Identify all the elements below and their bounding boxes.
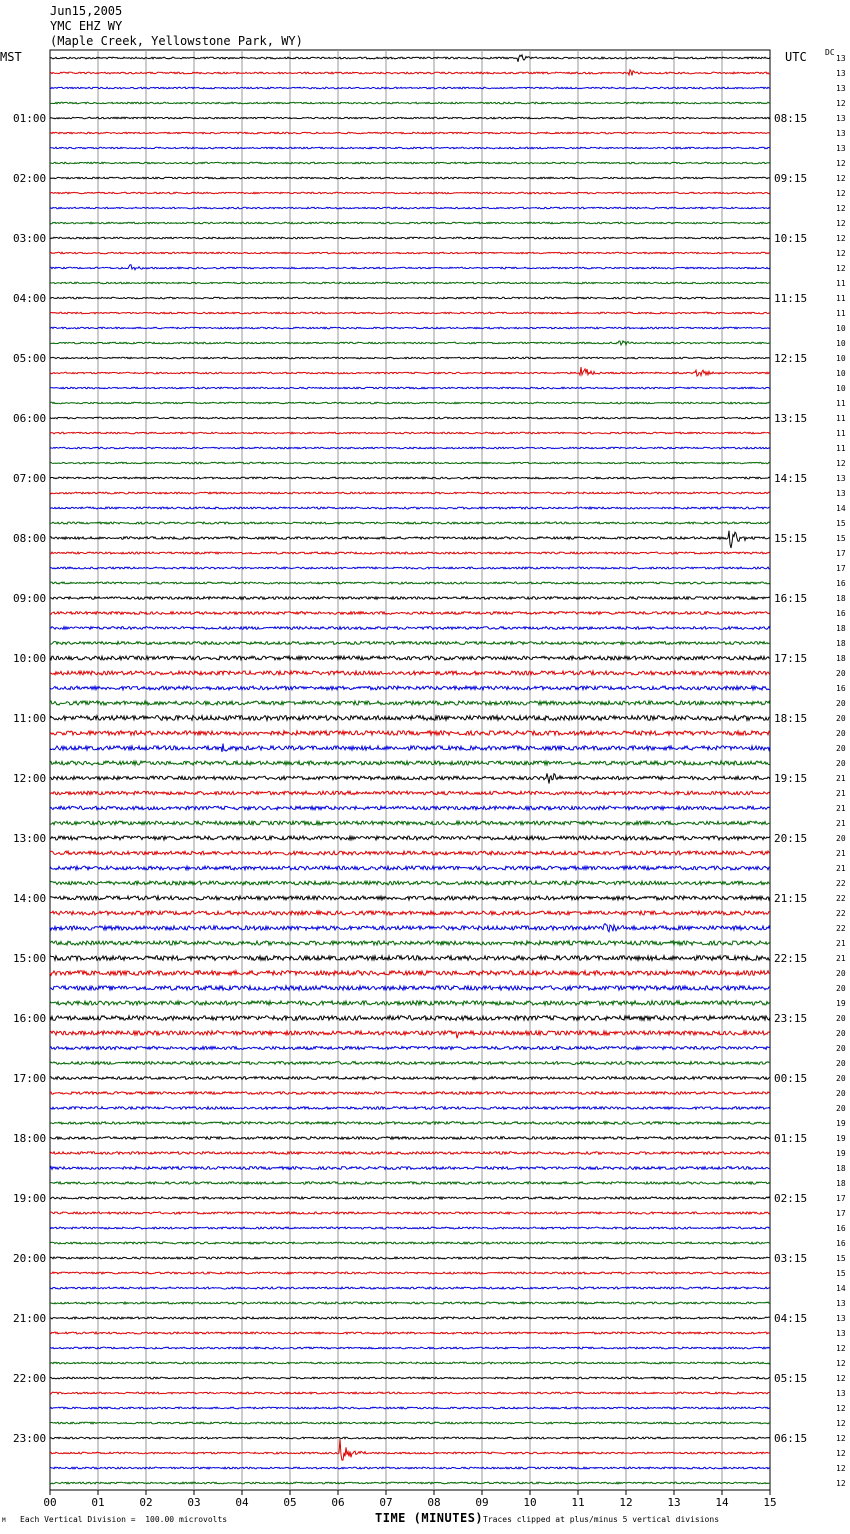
- dc-offset-value: 15: [836, 534, 846, 543]
- dc-offset-value: 20: [836, 1029, 846, 1038]
- dc-offset-value: 19: [836, 1134, 846, 1143]
- dc-offset-value: 18: [836, 594, 846, 603]
- dc-offset-value: 19: [836, 1119, 846, 1128]
- dc-offset-value: 17: [836, 1194, 846, 1203]
- seismic-trace: [50, 147, 770, 149]
- utc-hour-label: 01:15: [774, 1132, 808, 1145]
- seismic-trace: [50, 642, 770, 645]
- dc-offset-value: 15: [836, 1254, 846, 1263]
- dc-offset-value: 16: [836, 684, 846, 693]
- mst-hour-label: 08:00: [13, 532, 47, 545]
- dc-offset-value: 16: [836, 579, 846, 588]
- mst-hour-label: 09:00: [13, 592, 47, 605]
- clip-note: Traces clipped at plus/minus 5 vertical divisions: [483, 1515, 720, 1524]
- dc-offset-value: 12: [836, 1434, 846, 1443]
- seismic-trace: [50, 265, 770, 270]
- seismic-trace: [50, 1439, 770, 1460]
- left-timezone-label: MST: [0, 50, 22, 64]
- x-tick-label: 00: [43, 1496, 57, 1509]
- seismic-trace: [50, 367, 770, 376]
- dc-offset-value: 12: [836, 1464, 846, 1473]
- dc-offset-value: 22: [836, 924, 846, 933]
- dc-offset-value: 19: [836, 1149, 846, 1158]
- seismic-trace: [50, 1077, 770, 1080]
- utc-hour-label: 08:15: [774, 112, 808, 125]
- dc-offset-value: 12: [836, 1359, 846, 1368]
- utc-hour-label: 10:15: [774, 232, 808, 245]
- seismic-trace: [50, 821, 770, 825]
- seismic-trace: [50, 531, 770, 548]
- seismic-trace: [50, 582, 770, 584]
- seismic-trace: [50, 1317, 770, 1319]
- dc-offset-value: 18: [836, 624, 846, 633]
- dc-offset-value: 20: [836, 714, 846, 723]
- dc-offset-value: 14: [836, 1284, 846, 1293]
- mst-hour-label: 01:00: [13, 112, 47, 125]
- dc-offset-value: 21: [836, 789, 846, 798]
- dc-offset-value: 10: [836, 369, 846, 378]
- seismic-trace: [50, 252, 770, 254]
- dc-offset-value: 21: [836, 804, 846, 813]
- dc-offset-value: 17: [836, 549, 846, 558]
- seismic-trace: [50, 612, 770, 615]
- dc-offset-value: 20: [836, 984, 846, 993]
- dc-offset-value: 21: [836, 954, 846, 963]
- utc-hour-label: 20:15: [774, 832, 808, 845]
- dc-offset-value: 12: [836, 459, 846, 468]
- seismic-trace: [50, 656, 770, 660]
- x-tick-label: 09: [475, 1496, 489, 1509]
- x-tick-label: 03: [187, 1496, 201, 1509]
- seismic-trace: [50, 477, 770, 479]
- dc-offset-value: 14: [836, 504, 846, 513]
- dc-offset-value: 21: [836, 939, 846, 948]
- utc-hour-label: 04:15: [774, 1312, 808, 1325]
- dc-offset-header: DC: [825, 48, 835, 57]
- seismic-trace: [50, 1287, 770, 1289]
- seismic-trace: [50, 297, 770, 299]
- dc-offset-value: 20: [836, 759, 846, 768]
- dc-offset-value: 13: [836, 114, 846, 123]
- dc-offset-value: 12: [836, 1419, 846, 1428]
- dc-offset-value: 18: [836, 654, 846, 663]
- utc-hour-label: 13:15: [774, 412, 808, 425]
- mst-hour-label: 18:00: [13, 1132, 47, 1145]
- dc-offset-value: 12: [836, 99, 846, 108]
- seismic-trace: [50, 716, 770, 721]
- dc-offset-value: 20: [836, 1059, 846, 1068]
- x-tick-label: 15: [763, 1496, 777, 1509]
- dc-offset-value: 11: [836, 429, 846, 438]
- dc-offset-value: 12: [836, 264, 846, 273]
- seismic-trace: [50, 866, 770, 870]
- dc-offset-value: 22: [836, 909, 846, 918]
- mst-hour-label: 04:00: [13, 292, 47, 305]
- seismic-trace: [50, 744, 770, 752]
- mst-hour-label: 21:00: [13, 1312, 47, 1325]
- seismic-trace: [50, 1062, 770, 1065]
- dc-offset-value: 12: [836, 159, 846, 168]
- utc-hour-label: 23:15: [774, 1012, 808, 1025]
- seismic-trace: [50, 956, 770, 961]
- x-tick-label: 08: [427, 1496, 441, 1509]
- utc-hour-label: 12:15: [774, 352, 808, 365]
- dc-offset-value: 10: [836, 384, 846, 393]
- dc-offset-value: 20: [836, 1089, 846, 1098]
- dc-offset-value: 12: [836, 234, 846, 243]
- mst-hour-label: 02:00: [13, 172, 47, 185]
- dc-offset-value: 13: [836, 1389, 846, 1398]
- dc-offset-value: 11: [836, 444, 846, 453]
- dc-offset-value: 13: [836, 69, 846, 78]
- x-tick-label: 04: [235, 1496, 249, 1509]
- utc-hour-label: 18:15: [774, 712, 808, 725]
- dc-offset-value: 15: [836, 519, 846, 528]
- dc-offset-value: 20: [836, 834, 846, 843]
- seismic-trace: [50, 597, 770, 600]
- mst-hour-label: 07:00: [13, 472, 47, 485]
- right-timezone-label: UTC: [785, 50, 807, 64]
- dc-offset-value: 22: [836, 894, 846, 903]
- seismic-trace: [50, 896, 770, 900]
- plot-frame: [50, 50, 770, 1490]
- station-location: (Maple Creek, Yellowstone Park, WY): [50, 34, 303, 48]
- seismic-trace: [50, 132, 770, 134]
- seismic-trace: [50, 1467, 770, 1469]
- x-tick-label: 06: [331, 1496, 345, 1509]
- dc-offset-value: 10: [836, 339, 846, 348]
- dc-offset-value: 20: [836, 1074, 846, 1083]
- seismic-trace: [50, 686, 770, 690]
- utc-hour-label: 03:15: [774, 1252, 808, 1265]
- dc-offset-value: 20: [836, 729, 846, 738]
- seismic-trace: [50, 55, 770, 62]
- seismic-trace: [50, 177, 770, 179]
- seismic-trace: [50, 1347, 770, 1349]
- dc-offset-value: 10: [836, 354, 846, 363]
- seismic-trace: [50, 402, 770, 404]
- dc-offset-value: 12: [836, 1344, 846, 1353]
- utc-hour-label: 02:15: [774, 1192, 808, 1205]
- mst-hour-label: 16:00: [13, 1012, 47, 1025]
- seismic-trace: [50, 851, 770, 855]
- x-tick-label: 02: [139, 1496, 153, 1509]
- seismic-trace: [50, 1227, 770, 1229]
- seismic-trace: [50, 731, 770, 735]
- seismic-trace: [50, 1482, 770, 1484]
- seismic-trace: [50, 522, 770, 524]
- utc-hour-label: 11:15: [774, 292, 808, 305]
- mst-hour-label: 19:00: [13, 1192, 47, 1205]
- seismic-trace: [50, 102, 770, 104]
- dc-offset-value: 13: [836, 1299, 846, 1308]
- dc-offset-value: 22: [836, 879, 846, 888]
- mst-hour-label: 15:00: [13, 952, 47, 965]
- dc-offset-value: 13: [836, 1329, 846, 1338]
- seismic-trace: [50, 1377, 770, 1379]
- mst-hour-label: 10:00: [13, 652, 47, 665]
- seismic-trace: [50, 701, 770, 705]
- seismic-trace: [50, 986, 770, 990]
- utc-hour-label: 14:15: [774, 472, 808, 485]
- mst-hour-label: 11:00: [13, 712, 47, 725]
- dc-offset-value: 11: [836, 414, 846, 423]
- dc-offset-value: 18: [836, 1179, 846, 1188]
- utc-hour-label: 19:15: [774, 772, 808, 785]
- mst-hour-label: 22:00: [13, 1372, 47, 1385]
- seismic-trace: [50, 1031, 770, 1038]
- seismic-trace: [50, 1212, 770, 1214]
- seismic-trace: [50, 1422, 770, 1424]
- mst-hour-label: 20:00: [13, 1252, 47, 1265]
- mst-hour-label: 12:00: [13, 772, 47, 785]
- seismic-trace: [50, 1332, 770, 1334]
- seismic-trace: [50, 1122, 770, 1125]
- dc-offset-value: 17: [836, 564, 846, 573]
- seismic-trace: [50, 1242, 770, 1244]
- seismic-trace: [50, 1362, 770, 1364]
- dc-offset-value: 16: [836, 609, 846, 618]
- mst-hour-label: 05:00: [13, 352, 47, 365]
- dc-offset-value: 21: [836, 864, 846, 873]
- dc-offset-value: 12: [836, 1449, 846, 1458]
- seismic-trace: [50, 207, 770, 209]
- x-tick-label: 13: [667, 1496, 681, 1509]
- corner-mark: M: [2, 1517, 6, 1524]
- seismic-trace: [50, 492, 770, 494]
- mst-hour-label: 06:00: [13, 412, 47, 425]
- seismic-trace: [50, 941, 770, 945]
- dc-offset-value: 13: [836, 129, 846, 138]
- dc-offset-value: 18: [836, 1164, 846, 1173]
- mst-hour-label: 03:00: [13, 232, 47, 245]
- dc-offset-value: 20: [836, 744, 846, 753]
- dc-offset-value: 12: [836, 1374, 846, 1383]
- dc-offset-value: 12: [836, 189, 846, 198]
- dc-offset-value: 12: [836, 219, 846, 228]
- dc-offset-value: 20: [836, 1044, 846, 1053]
- utc-hour-label: 17:15: [774, 652, 808, 665]
- seismic-trace: [50, 1016, 770, 1021]
- dc-offset-value: 21: [836, 819, 846, 828]
- seismic-trace: [50, 552, 770, 554]
- dc-offset-value: 18: [836, 639, 846, 648]
- seismic-trace: [50, 627, 770, 630]
- x-tick-label: 01: [91, 1496, 105, 1509]
- seismic-trace: [50, 1001, 770, 1005]
- seismic-trace: [50, 761, 770, 765]
- dc-offset-value: 13: [836, 144, 846, 153]
- mst-hour-label: 17:00: [13, 1072, 47, 1085]
- utc-hour-label: 00:15: [774, 1072, 808, 1085]
- seismic-trace: [50, 162, 770, 164]
- utc-hour-label: 06:15: [774, 1432, 808, 1445]
- utc-hour-label: 09:15: [774, 172, 808, 185]
- scale-note: Each Vertical Division = 100.00 microvolts: [20, 1515, 228, 1524]
- seismic-trace: [50, 192, 770, 194]
- utc-hour-label: 15:15: [774, 532, 808, 545]
- seismic-trace: [50, 447, 770, 449]
- seismic-trace: [50, 432, 770, 434]
- seismic-trace: [50, 1272, 770, 1274]
- dc-offset-value: 13: [836, 474, 846, 483]
- seismic-trace: [50, 1107, 770, 1110]
- x-tick-label: 11: [571, 1496, 585, 1509]
- dc-offset-value: 11: [836, 294, 846, 303]
- dc-offset-value: 21: [836, 774, 846, 783]
- seismic-trace: [50, 1437, 770, 1439]
- mst-hour-label: 13:00: [13, 832, 47, 845]
- dc-offset-value: 12: [836, 1404, 846, 1413]
- dc-offset-value: 16: [836, 1239, 846, 1248]
- seismic-trace: [50, 1167, 770, 1170]
- dc-offset-value: 19: [836, 999, 846, 1008]
- utc-hour-label: 21:15: [774, 892, 808, 905]
- seismic-trace: [50, 327, 770, 329]
- seismic-trace: [50, 773, 770, 783]
- utc-hour-label: 16:15: [774, 592, 808, 605]
- dc-offset-value: 11: [836, 279, 846, 288]
- seismic-trace: [50, 387, 770, 389]
- x-axis-title: TIME (MINUTES): [375, 1511, 484, 1525]
- seismic-trace: [50, 671, 770, 675]
- dc-offset-value: 20: [836, 1104, 846, 1113]
- seismic-trace: [50, 806, 770, 810]
- seismic-trace: [50, 911, 770, 915]
- seismic-trace: [50, 1046, 770, 1049]
- dc-offset-value: 17: [836, 1209, 846, 1218]
- seismic-trace: [50, 791, 770, 795]
- dc-offset-value: 20: [836, 969, 846, 978]
- dc-offset-value: 12: [836, 174, 846, 183]
- plot-date: Jun15,2005: [50, 4, 123, 18]
- seismic-trace: [50, 312, 770, 314]
- station-code: YMC EHZ WY: [50, 19, 123, 33]
- seismic-trace: [50, 924, 770, 932]
- seismic-trace: [50, 1392, 770, 1394]
- seismic-trace: [50, 222, 770, 224]
- x-tick-label: 14: [715, 1496, 729, 1509]
- seismic-trace: [50, 567, 770, 569]
- x-tick-label: 05: [283, 1496, 297, 1509]
- dc-offset-value: 21: [836, 849, 846, 858]
- seismic-trace: [50, 1197, 770, 1199]
- mst-hour-label: 14:00: [13, 892, 47, 905]
- seismic-trace: [50, 1137, 770, 1140]
- dc-offset-value: 12: [836, 1479, 846, 1488]
- dc-offset-value: 11: [836, 399, 846, 408]
- dc-offset-value: 20: [836, 669, 846, 678]
- dc-offset-value: 13: [836, 54, 846, 63]
- seismic-trace: [50, 1302, 770, 1304]
- seismic-trace: [50, 282, 770, 284]
- seismic-trace: [50, 341, 770, 345]
- seismic-trace: [50, 237, 770, 239]
- seismic-trace: [50, 1152, 770, 1155]
- dc-offset-value: 13: [836, 1314, 846, 1323]
- seismic-trace: [50, 507, 770, 509]
- dc-offset-value: 13: [836, 84, 846, 93]
- dc-offset-value: 11: [836, 309, 846, 318]
- seismic-trace: [50, 70, 770, 76]
- x-tick-label: 07: [379, 1496, 393, 1509]
- seismic-trace: [50, 357, 770, 359]
- dc-offset-value: 10: [836, 324, 846, 333]
- seismic-trace: [50, 1257, 770, 1259]
- mst-hour-label: 23:00: [13, 1432, 47, 1445]
- utc-hour-label: 05:15: [774, 1372, 808, 1385]
- seismic-trace: [50, 117, 770, 119]
- dc-offset-value: 12: [836, 204, 846, 213]
- seismic-trace: [50, 881, 770, 885]
- seismic-trace: [50, 462, 770, 464]
- dc-offset-value: 12: [836, 249, 846, 258]
- seismic-trace: [50, 417, 770, 419]
- seismic-trace: [50, 1092, 770, 1095]
- seismic-trace: [50, 1182, 770, 1184]
- utc-hour-label: 22:15: [774, 952, 808, 965]
- dc-offset-value: 20: [836, 1014, 846, 1023]
- seismic-trace: [50, 87, 770, 89]
- x-tick-label: 10: [523, 1496, 537, 1509]
- seismic-trace: [50, 836, 770, 840]
- seismic-trace: [50, 971, 770, 976]
- dc-offset-value: 13: [836, 489, 846, 498]
- dc-offset-value: 15: [836, 1269, 846, 1278]
- seismic-trace: [50, 1407, 770, 1409]
- dc-offset-value: 20: [836, 699, 846, 708]
- x-tick-label: 12: [619, 1496, 633, 1509]
- dc-offset-value: 16: [836, 1224, 846, 1233]
